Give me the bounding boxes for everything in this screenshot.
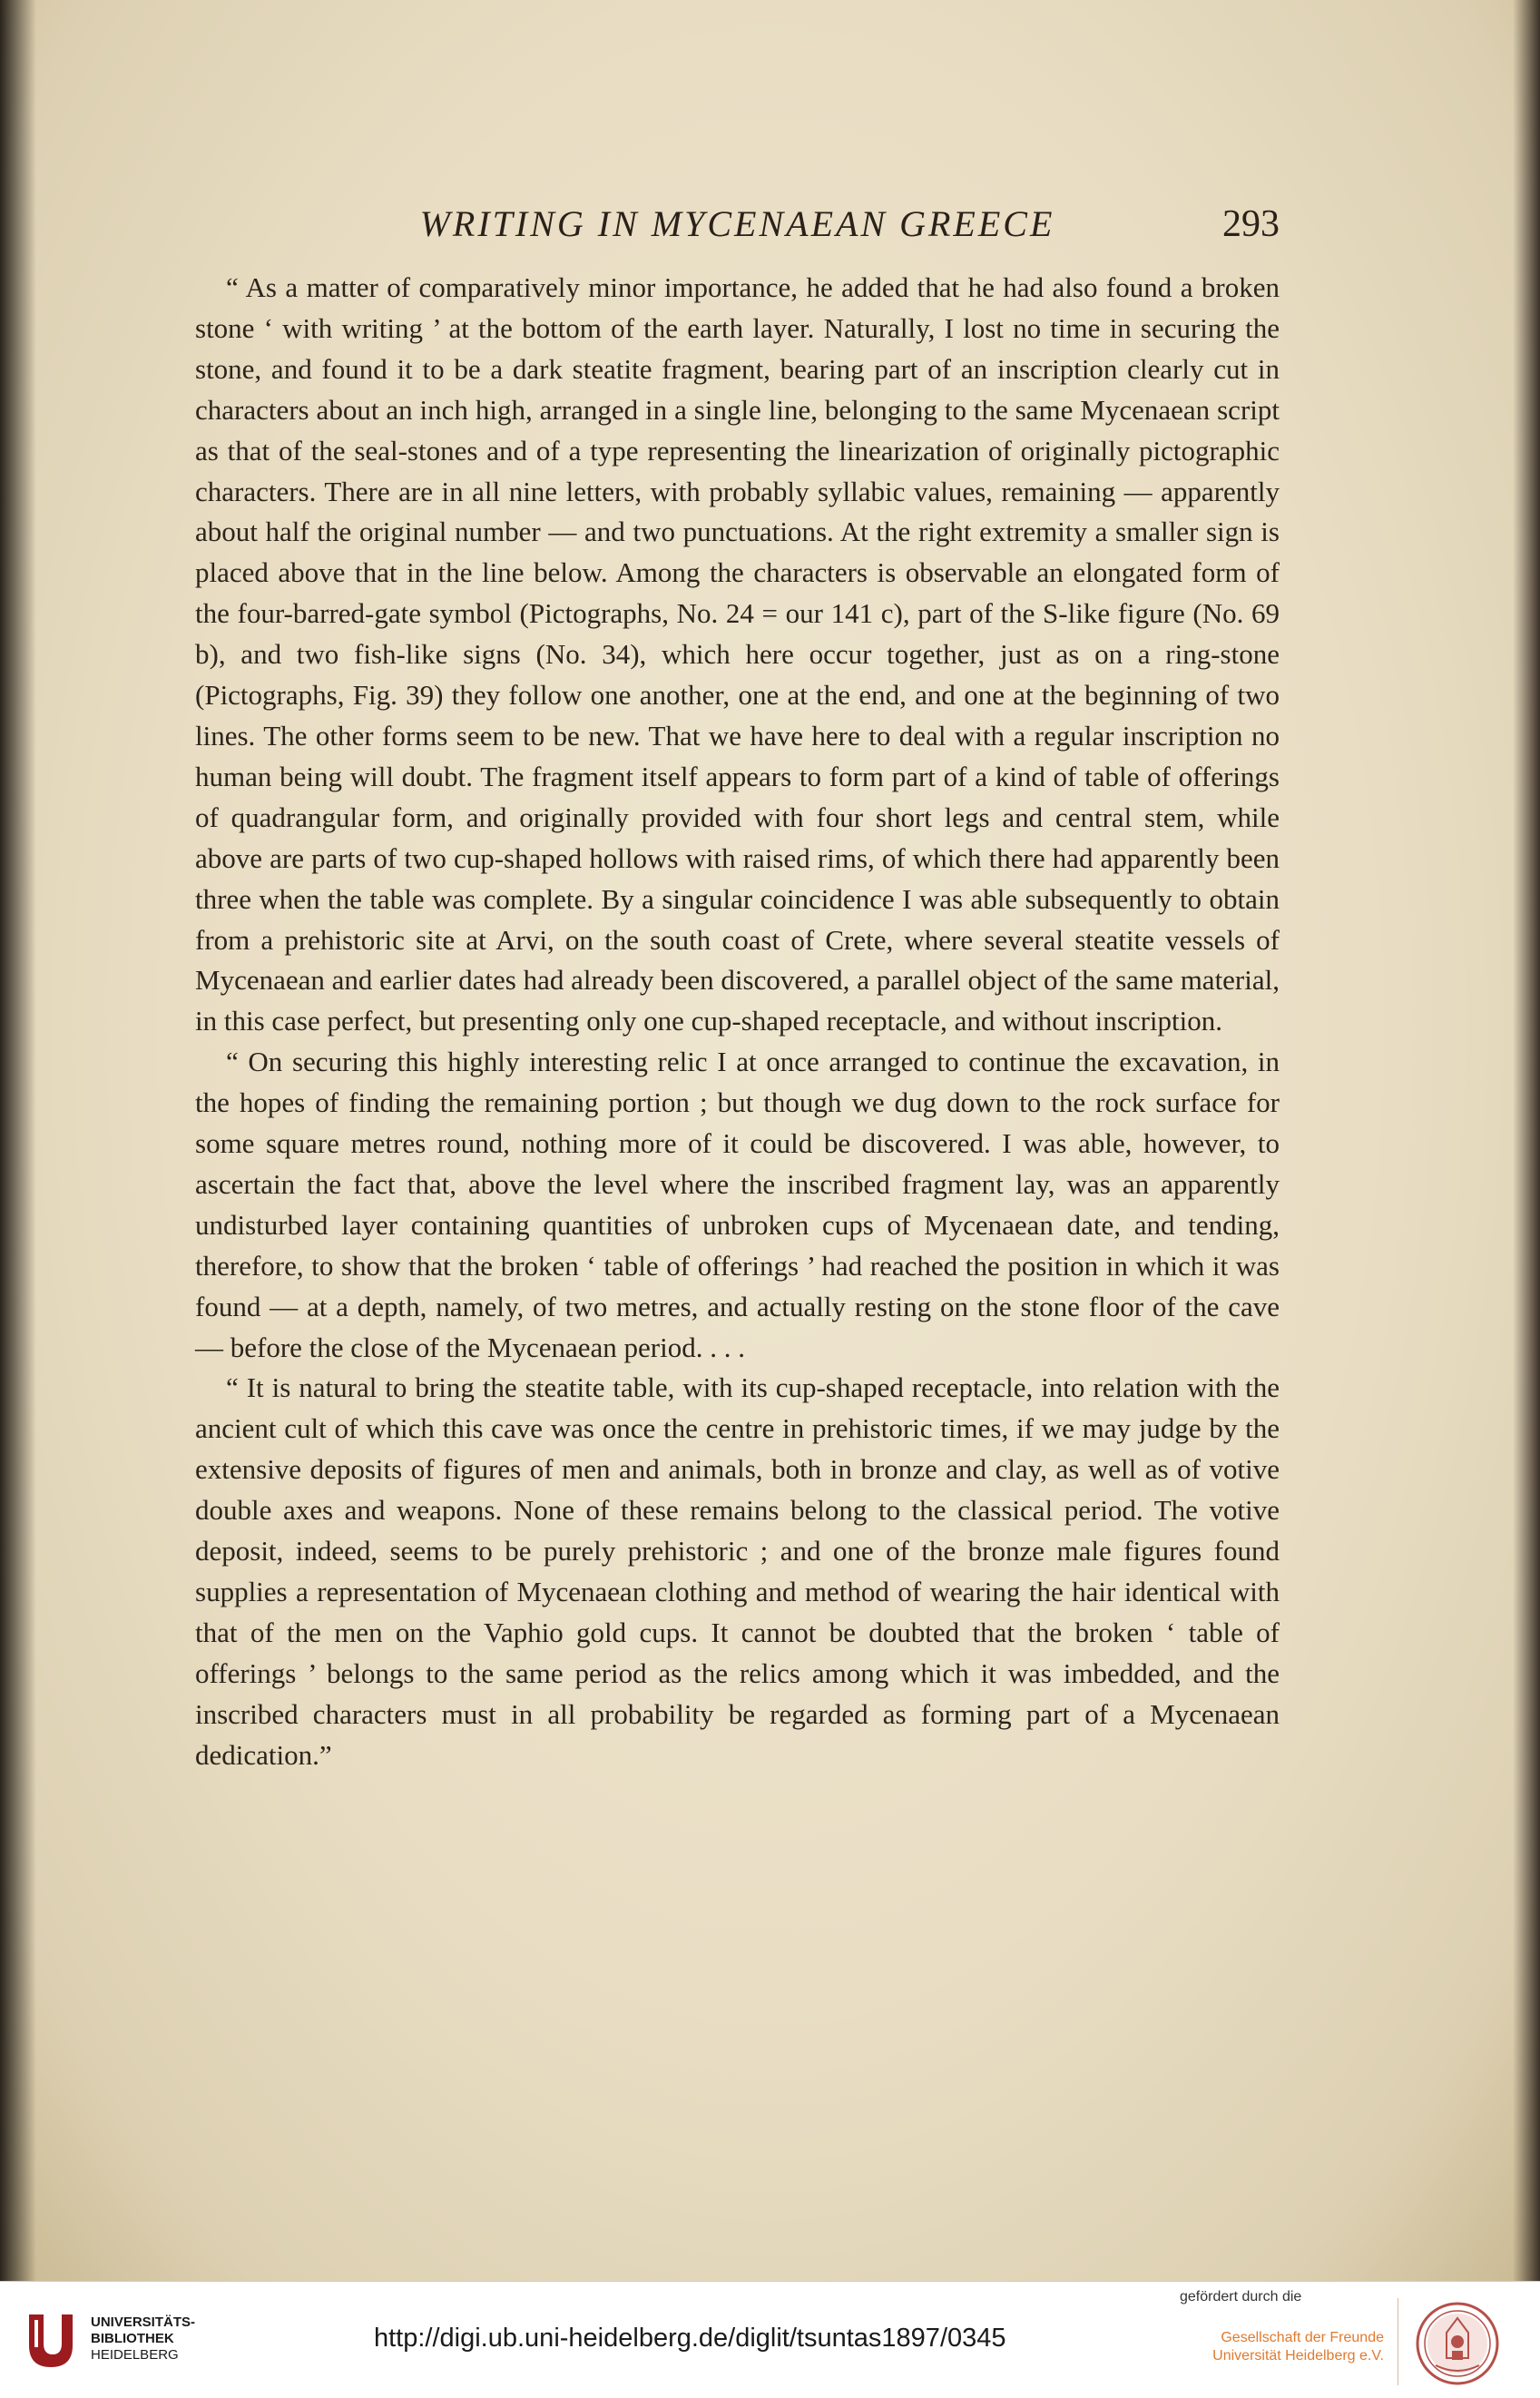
running-head <box>195 201 1280 247</box>
sponsor-name-line: Gesellschaft der Freunde <box>1221 2330 1384 2345</box>
sponsor-name <box>1180 2329 1384 2365</box>
paragraph: “ On securing this highly interesting relic I at once arranged to continue the excavation, in the hopes of finding the remaining portion ; but though we dug down to the rock surface for some square metres round, nothing more of it could be discovered. I was able, however, to ascertain the fact that, above the level where the inscribed fragment lay, was an apparently undisturbed layer containing quantities of unbroken cups of Mycenaean date, and tending, therefore, to show that the broken ‘ table of offerings ’ had reached the position in which it was found — at a depth, namely, of two metres, and actually resting on the stone floor of the cave — before the close of the Mycenaean period. . . . <box>195 1046 1280 1363</box>
page-shadow-left <box>0 0 36 2281</box>
sponsor-label: gefördert durch die <box>1180 2289 1302 2305</box>
ub-heidelberg-logo-icon <box>16 2307 82 2373</box>
paragraph: “ It is natural to bring the steatite table, with its cup-shaped receptacle, into relation with the ancient cult of which this cave was once the centre in prehistoric times, if we may judge by the extensive deposits of figures of men and animals, both in bronze and clay, as well as of votive double axes and weapons. None of these remains belong to the classical period. The votive deposit, indeed, seems to be purely prehistoric ; and one of the bronze male figures found supplies a representation of Mycenaean clothing and method of wearing the hair identical with that of the men on the Vaphio gold cups. It cannot be doubted that the broken ‘ table of offerings ’ belongs to the same period as the relics among which it was imbedded, and the inscribed characters must in all probability be regarded as forming part of a Mycenaean dedication.” <box>195 1371 1280 1771</box>
body-text <box>195 268 1280 1776</box>
paragraph: “ As a matter of comparatively minor importance, he added that he had also found a broken stone ‘ with writing ’ at the bottom of the earth layer. Naturally, I lost no time in securing the stone, and found it to be a dark steatite fragment, bearing part of an inscription clearly cut in characters about an inch high, arranged in a single line, belonging to the same Mycenaean script as that of the seal-stones and of a type representing the linearization of originally pictographic characters. There are in all nine letters, with probably syllabic values, remaining — apparently about half the original number — and two punctuations. At the right extremity a smaller sign is placed above that in the line below. Among the characters is observable an elongated form of the four-barred-gate symbol (Pictographs, No. 24 = our 141 c), part of the S-like figure (No. 69 b), and two fish-like signs (No. 34), which here occur together, just as on a ring-stone (Pictographs, Fig. 39) they follow one another, one at the end, and one at the beginning of two lines. The other forms seem to be new. That we have here to deal with a regular inscription no human being will doubt. The fragment itself appears to form part of a kind of table of offerings of quadrangular form, and originally provided with four short legs and central stem, while above are parts of two cup-shaped hollows with raised rims, of which there had apparently been three when the table was complete. By a singular coincidence I was able subsequently to obtain from a prehistoric site at Arvi, on the south coast of Crete, where several steatite vessels of Mycenaean and earlier dates had already been discovered, a parallel object of the same material, in this case perfect, but presenting only one cup-shaped receptacle, and without inscription. <box>195 271 1280 1037</box>
sponsor-name-line: Universität Heidelberg e.V. <box>1212 2348 1384 2364</box>
library-name-line: BIBLIOTHEK <box>91 2331 174 2346</box>
viewer-footer <box>0 2281 1540 2398</box>
library-name <box>91 2314 195 2364</box>
running-title: WRITING IN MYCENAEAN GREECE <box>419 203 1055 244</box>
library-name-line: UNIVERSITÄTS- <box>91 2314 196 2330</box>
page-shadow-right <box>1513 0 1540 2281</box>
permalink[interactable]: http://digi.ub.uni-heidelberg.de/diglit/tsuntas1897/0345 <box>374 2324 1006 2353</box>
university-seal-icon <box>1416 2302 1499 2385</box>
library-name-line: HEIDELBERG <box>91 2347 179 2363</box>
page-number: 293 <box>1222 203 1280 245</box>
